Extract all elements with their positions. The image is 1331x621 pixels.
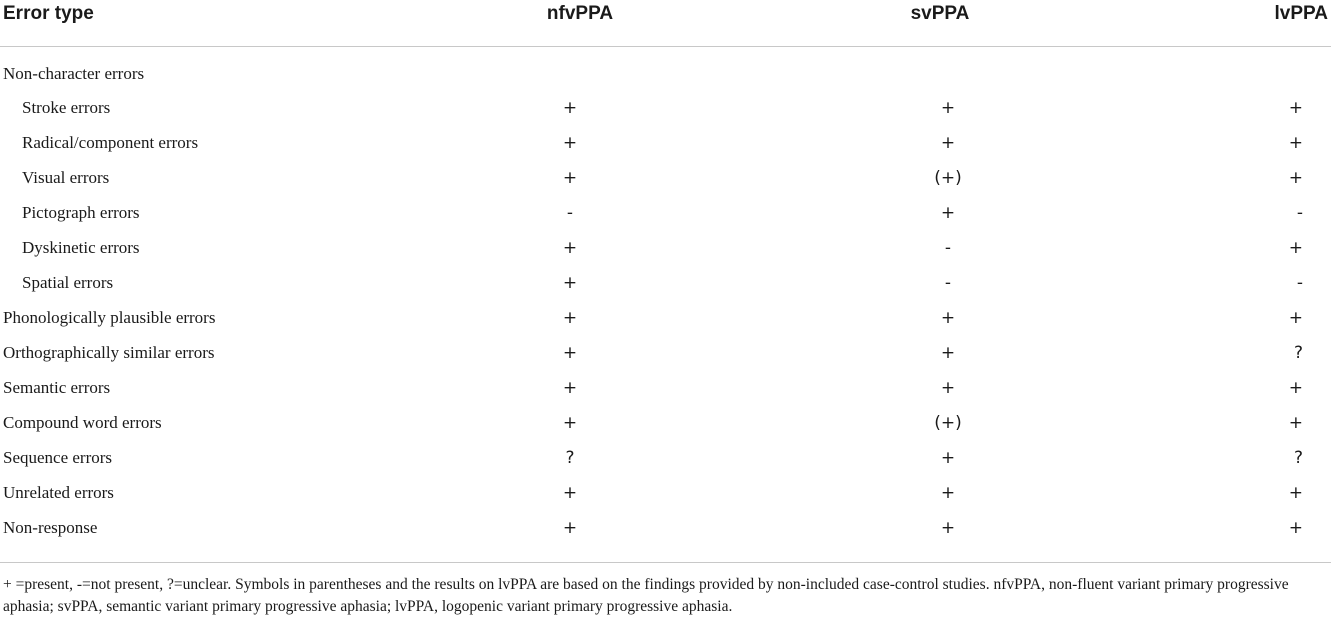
table-footnote: + =present, -=not present, ?=unclear. Symbols in parentheses and the results on lvPPA are based on the findings provided by non-included case-control studies. nfvPPA, non-fluent variant primary progressive aphasia; svPPA, semantic variant primary progressive aphasia; lvPPA, logopenic variant primary progressive aphasia. xyxy=(3,576,1289,615)
table-row xyxy=(0,440,1331,475)
table-row xyxy=(0,475,1331,510)
table-row xyxy=(0,230,1331,265)
cell-svppa xyxy=(770,195,1110,230)
header-lvppa: lvPPA xyxy=(1110,0,1331,46)
cell-lvppa xyxy=(1110,125,1331,160)
cell-lvppa xyxy=(1110,195,1331,230)
cell-nfvppa xyxy=(380,405,770,440)
cell-lvppa xyxy=(1110,475,1331,510)
cell-svppa-value: + xyxy=(940,307,956,328)
header-row xyxy=(0,0,1331,46)
table-row xyxy=(0,510,1331,545)
cell-nfvppa-value: - xyxy=(566,202,574,223)
row-error-type: Non-character errors xyxy=(3,64,145,84)
cell-lvppa-value: + xyxy=(1288,237,1303,258)
cell-lvppa-value: - xyxy=(1296,272,1303,293)
cell-lvppa xyxy=(1110,265,1331,300)
table-row xyxy=(0,46,1331,90)
row-error-type: Pictograph errors xyxy=(22,202,140,222)
cell-svppa xyxy=(770,230,1110,265)
cell-nfvppa xyxy=(380,46,770,90)
cell-nfvppa-value: + xyxy=(562,517,578,538)
cell-nfvppa-value: + xyxy=(562,482,578,503)
cell-svppa xyxy=(770,370,1110,405)
row-error-type: Semantic errors xyxy=(3,377,111,397)
cell-lvppa xyxy=(1110,90,1331,125)
cell-nfvppa-value: + xyxy=(562,167,578,188)
cell-svppa-value: + xyxy=(940,342,956,363)
table-row xyxy=(0,405,1331,440)
table-body xyxy=(0,46,1331,545)
cell-nfvppa xyxy=(380,125,770,160)
cell-lvppa-value: + xyxy=(1288,307,1303,328)
row-error-type: Phonologically plausible errors xyxy=(3,307,216,327)
cell-svppa xyxy=(770,440,1110,475)
cell-lvppa-value: - xyxy=(1296,202,1303,223)
table-row xyxy=(0,195,1331,230)
cell-svppa xyxy=(770,300,1110,335)
cell-svppa-value: - xyxy=(944,272,952,293)
cell-svppa-value: (+) xyxy=(934,412,962,433)
cell-lvppa-value: + xyxy=(1288,482,1303,503)
cell-lvppa xyxy=(1110,300,1331,335)
cell-svppa-value: + xyxy=(940,377,956,398)
cell-nfvppa-value: + xyxy=(562,272,578,293)
cell-svppa xyxy=(770,125,1110,160)
row-error-type: Orthographically similar errors xyxy=(3,342,215,362)
cell-lvppa-value: + xyxy=(1288,132,1303,153)
row-error-type: Spatial errors xyxy=(22,272,114,292)
row-error-type: Unrelated errors xyxy=(3,482,114,502)
cell-nfvppa-value: + xyxy=(562,97,578,118)
cell-lvppa xyxy=(1110,440,1331,475)
cell-svppa xyxy=(770,510,1110,545)
table-row xyxy=(0,90,1331,125)
cell-svppa xyxy=(770,265,1110,300)
cell-lvppa xyxy=(1110,335,1331,370)
cell-nfvppa xyxy=(380,370,770,405)
cell-svppa-value: + xyxy=(940,132,956,153)
cell-svppa xyxy=(770,335,1110,370)
row-error-type: Visual errors xyxy=(22,167,110,187)
header-svppa: svPPA xyxy=(770,0,1110,46)
cell-nfvppa xyxy=(380,335,770,370)
row-error-type: Compound word errors xyxy=(3,412,162,432)
row-error-type: Dyskinetic errors xyxy=(22,237,140,257)
cell-nfvppa-value: + xyxy=(562,412,578,433)
cell-svppa-value: + xyxy=(940,482,956,503)
cell-svppa xyxy=(770,90,1110,125)
cell-svppa-value: - xyxy=(944,237,952,258)
table-row xyxy=(0,370,1331,405)
cell-svppa xyxy=(770,475,1110,510)
cell-nfvppa xyxy=(380,230,770,265)
cell-nfvppa xyxy=(380,160,770,195)
cell-nfvppa-value: + xyxy=(562,307,578,328)
cell-nfvppa xyxy=(380,510,770,545)
cell-svppa-value: + xyxy=(940,97,956,118)
cell-svppa xyxy=(770,46,1110,90)
cell-svppa xyxy=(770,160,1110,195)
cell-lvppa-value: + xyxy=(1288,167,1303,188)
cell-lvppa-value: + xyxy=(1288,377,1303,398)
cell-lvppa-value: ? xyxy=(1293,342,1303,363)
cell-nfvppa xyxy=(380,440,770,475)
table-row xyxy=(0,300,1331,335)
cell-nfvppa xyxy=(380,265,770,300)
cell-svppa-value: + xyxy=(940,447,956,468)
row-error-type: Stroke errors xyxy=(22,97,111,117)
table-bottom-rule xyxy=(0,562,1331,563)
cell-lvppa xyxy=(1110,405,1331,440)
cell-nfvppa xyxy=(380,300,770,335)
cell-svppa-value: (+) xyxy=(934,167,962,188)
table-row xyxy=(0,335,1331,370)
cell-svppa-value: + xyxy=(940,202,956,223)
cell-lvppa xyxy=(1110,510,1331,545)
cell-lvppa-value: ? xyxy=(1293,447,1303,468)
cell-nfvppa-value: + xyxy=(562,237,578,258)
cell-nfvppa-value: + xyxy=(562,132,578,153)
cell-nfvppa-value: + xyxy=(562,377,578,398)
cell-nfvppa xyxy=(380,90,770,125)
table-row xyxy=(0,125,1331,160)
cell-svppa-value: + xyxy=(940,517,956,538)
header-nfvppa: nfvPPA xyxy=(380,0,770,46)
cell-svppa xyxy=(770,405,1110,440)
table-row xyxy=(0,265,1331,300)
cell-lvppa-value: + xyxy=(1288,517,1303,538)
cell-nfvppa-value: + xyxy=(562,342,578,363)
cell-nfvppa xyxy=(380,475,770,510)
cell-lvppa xyxy=(1110,230,1331,265)
cell-lvppa xyxy=(1110,46,1331,90)
cell-nfvppa-value: ? xyxy=(565,447,575,468)
cell-lvppa-value: + xyxy=(1288,97,1303,118)
cell-nfvppa xyxy=(380,195,770,230)
row-error-type: Sequence errors xyxy=(3,447,113,467)
cell-lvppa-value: + xyxy=(1288,412,1303,433)
table-header xyxy=(0,0,1331,46)
row-error-type: Non-response xyxy=(3,517,98,537)
cell-lvppa xyxy=(1110,160,1331,195)
cell-lvppa xyxy=(1110,370,1331,405)
header-error-type: Error type xyxy=(0,0,380,46)
table-row xyxy=(0,160,1331,195)
row-error-type: Radical/component errors xyxy=(22,132,199,152)
